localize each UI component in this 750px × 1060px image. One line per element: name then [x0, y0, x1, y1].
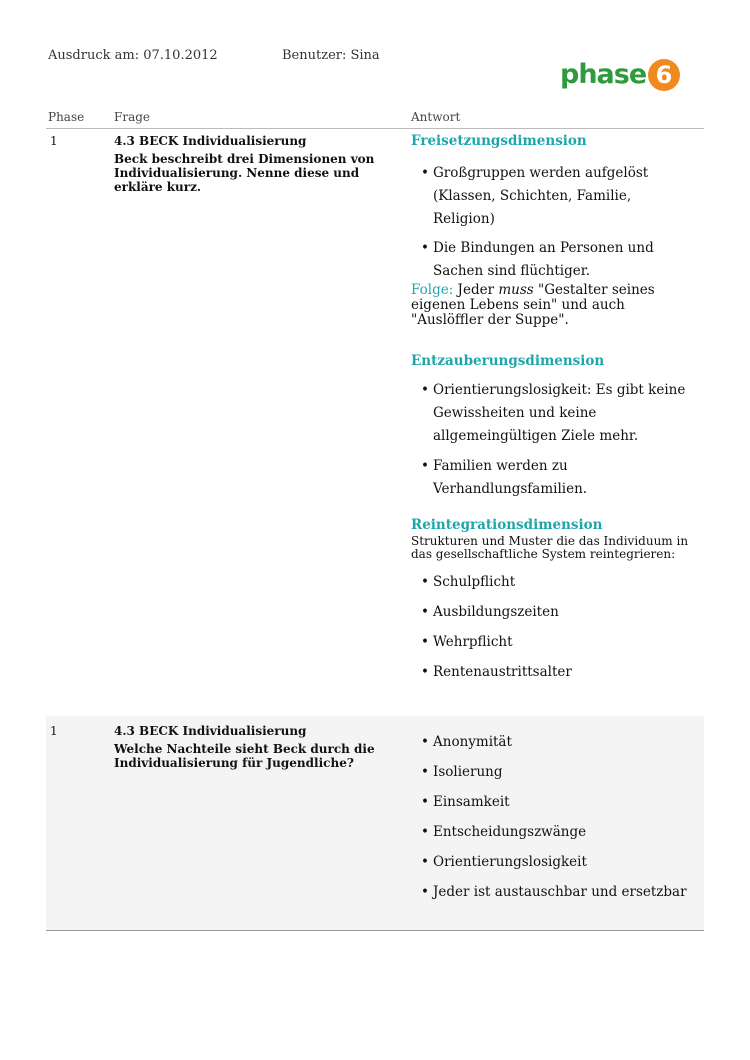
list-item: • Wehrpflicht: [411, 631, 691, 654]
table-bottom-rule: [46, 930, 704, 931]
user-name: Benutzer: Sina: [282, 48, 380, 63]
list-item: • Einsamkeit: [411, 791, 691, 814]
list-item: • Isolierung: [411, 761, 691, 784]
print-date: Ausdruck am: 07.10.2012: [48, 48, 218, 63]
list-item: • Jeder ist austauschbar und ersetzbar: [411, 881, 691, 904]
folge-pre: Jeder: [453, 282, 499, 298]
list-item: • Familien werden zu Verhandlungsfamilien.: [411, 455, 691, 501]
answer-row2: [411, 731, 691, 904]
column-header-phase: Phase: [48, 110, 85, 124]
logo-wordmark: phase: [560, 59, 647, 90]
row-question: [114, 724, 394, 770]
phase6-logo: [560, 55, 685, 95]
nachteile-list: [411, 731, 691, 904]
header-divider: [46, 128, 704, 129]
freisetzung-list: [411, 162, 691, 283]
list-item: • Ausbildungszeiten: [411, 601, 691, 624]
question-title: 4.3 BECK Individualisierung: [114, 724, 307, 738]
reintegration-intro: Strukturen und Muster die das Individuum in das gesellschaftliche System reintegrieren:: [411, 534, 689, 561]
section-title-reintegration: Reintegrationsdimension: [411, 517, 603, 533]
question-text: Welche Nachteile sieht Beck durch die Individualisierung für Jugendliche?: [114, 742, 375, 770]
list-item: • Die Bindungen an Personen und Sachen sind flüchtiger.: [411, 237, 691, 283]
section-title-entzauberung: Entzauberungsdimension: [411, 353, 605, 369]
column-header-frage: Frage: [114, 110, 150, 124]
folge-note: [411, 283, 691, 328]
section-title-freisetzung: Freisetzungsdimension: [411, 133, 587, 149]
row-question: [114, 134, 394, 194]
folge-label: Folge:: [411, 282, 454, 298]
row-phase: 1: [50, 724, 58, 738]
column-header-antwort: Antwort: [411, 110, 461, 124]
list-item: • Orientierungslosigkeit: [411, 851, 691, 874]
question-title: 4.3 BECK Individualisierung: [114, 134, 307, 148]
list-item: • Anonymität: [411, 731, 691, 754]
list-item: • Schulpflicht: [411, 571, 691, 594]
list-item: • Entscheidungszwänge: [411, 821, 691, 844]
reintegration-list: [411, 571, 691, 684]
list-item: • Rentenaustrittsalter: [411, 661, 691, 684]
folge-post: "Gestalter seines eigenen Lebens sein" und auch "Auslöffler der Suppe".: [411, 282, 655, 328]
question-text: Beck beschreibt drei Dimensionen von Individualisierung. Nenne diese und erkläre kurz.: [114, 152, 375, 194]
entzauberung-list: [411, 379, 691, 501]
logo-number-badge: 6: [648, 59, 680, 91]
row-phase: 1: [50, 134, 58, 148]
answer-row1: [411, 130, 691, 684]
folge-emphasis: muss: [498, 282, 534, 298]
list-item: • Orientierungslosigkeit: Es gibt keine Gewissheiten und keine allgemeingültigen Ziele mehr.: [411, 379, 691, 448]
list-item: • Großgruppen werden aufgelöst (Klassen, Schichten, Familie, Religion): [411, 162, 691, 231]
